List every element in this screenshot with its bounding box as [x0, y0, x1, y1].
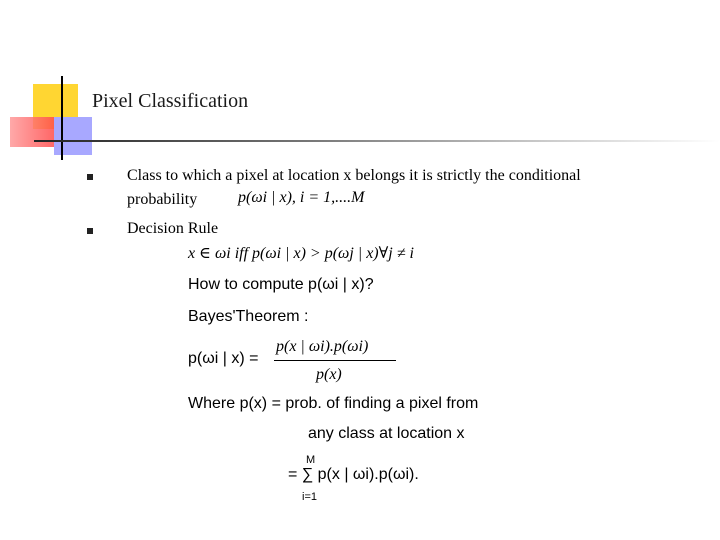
sum-upper-limit: M	[306, 454, 316, 466]
bayes-denominator: p(x)	[316, 366, 342, 383]
bayes-theorem-label: Bayes'Theorem :	[188, 308, 309, 325]
inline-formula: p(ωi | x), i = 1,....M	[238, 189, 365, 206]
page-title: Pixel Classification	[92, 90, 249, 112]
sum-lower-limit: i=1	[302, 491, 317, 503]
bullet-text-line2: probability	[127, 191, 198, 208]
bayes-lhs: p(ωi | x) =	[188, 350, 259, 367]
fraction-bar	[274, 360, 396, 361]
bullet-icon	[87, 174, 93, 180]
bullet-text: Decision Rule	[127, 220, 219, 237]
decorative-blue-square	[54, 117, 92, 155]
decorative-red-bar	[10, 117, 54, 147]
bullet-icon	[87, 228, 93, 234]
bayes-numerator: p(x | ωi).p(ωi)	[276, 338, 369, 355]
sum-expression: = ∑ p(x | ωi).p(ωi).	[288, 466, 419, 483]
bullet-text-line1: Class to which a pixel at location x belongs it is strictly the conditional	[127, 167, 581, 184]
decision-rule-formula: x ∈ ωi iff p(ωi | x) > p(ωj | x)∀j ≠ i	[188, 245, 414, 262]
decorative-vertical-line	[61, 76, 63, 160]
where-text-line2: any class at location x	[308, 425, 465, 442]
how-to-compute-text: How to compute p(ωi | x)?	[188, 276, 374, 293]
title-underline	[34, 140, 720, 142]
where-text-line1: Where p(x) = prob. of finding a pixel from	[188, 395, 479, 412]
